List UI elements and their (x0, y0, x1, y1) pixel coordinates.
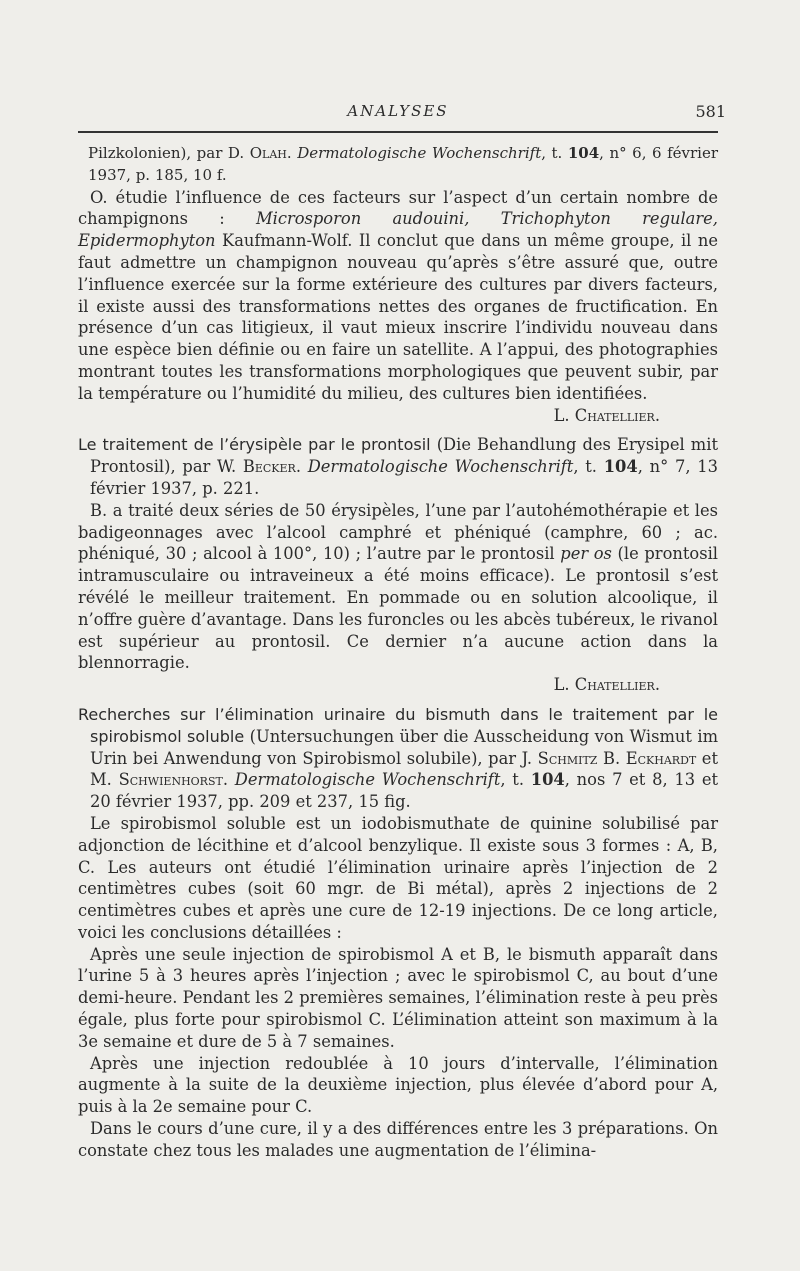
article1-journal: Dermatologische Wochenschrift (297, 144, 542, 162)
article1-body: O. étudie l’influence de ces facteurs sur l’aspect d’un certain nombre de champignons : Microsporon audouini, Trichophyton regulare, Epidermophyton Kaufmann-Wolf. Il conclut que dans un même groupe, il ne faut admettre un champignon nouveau qu’après s’être assuré que, outre l’influence exercée sur la forme extérieure des cultures par divers facteurs, il existe aussi des transformations nettes des organes de fructification. En présence d’un cas litigieux, il vaut mieux inscrire l’individu nouveau dans une espèce bien définie ou en faire un satellite. A l’appui, des photographies montrant toutes les transformations morphologiques que peuvent subir, par la température ou l’humidité du milieu, des cultures bien identifiées. (78, 187, 718, 403)
article3-heading: Recherches sur l’élimination urinaire du bismuth dans le traitement par le spirobismol soluble (Untersuchungen über die Ausscheidung von Wismut im Urin bei Anwendung von Spirobismol solubile), par J. Schmitz B. Eckhardt et M. Schwienhorst. Dermatologische Wochenschrift, t. 104, nos 7 et 8, 13 et 20 février 1937, pp. 209 et 237, 15 fig. (78, 704, 719, 812)
article1-volume: 104 (567, 144, 600, 162)
article2-per-os: per os (560, 544, 612, 564)
page-header (78, 102, 726, 124)
article3-paragraph-1: Le spirobismol soluble est un iodobismuthate de quinine solubilisé par adjonction de lécithine et d’alcool benzylique. Il existe sous 3 formes : A, B, C. Les auteurs ont étudié l’élimination urinaire après l’injection de 2 centimètres cubes (soit 60 mgr. de Bi métal), après 2 injections de 2 centimètres cubes et après une cure de 12-19 injections. De ce long article, voici les conclusions détaillées : (78, 813, 718, 942)
article3-title: Recherches sur l’élimination urinaire du bismuth dans le traitement par le spirobismol soluble (78, 704, 718, 746)
article1-signature: L. Chatellier. (553, 405, 660, 425)
article2-journal: Dermatologische Wochenschrift (307, 457, 574, 477)
article3-paragraph-3: Après une injection redoublée à 10 jours d’intervalle, l’élimination augmente à la suite de la deuxième injection, plus élevée d’abord pour A, puis à la 2e semaine pour C. (78, 1053, 718, 1117)
page-content (78, 143, 718, 1162)
article3-author2: Eckhardt (625, 748, 697, 768)
article1-reference: Pilzkolonien), par D. Olah. Dermatologische Wochenschrift, t. 104, n° 6, 6 février 1937, p. 185, 10 f. (88, 144, 718, 184)
article2-title: Le traitement de l’érysipèle par le prontosil (78, 435, 431, 455)
article2-heading: Le traitement de l’érysipèle par le prontosil (Die Behandlung des Erysipel mit Prontosil), par W. Becker. Dermatologische Wochenschrift, t. 104, n° 7, 13 février 1937, p. 221. (78, 435, 718, 498)
article1-signature-line (78, 405, 718, 427)
article2-signature-line (78, 674, 718, 696)
header-rule (78, 131, 718, 133)
article3-author3: Schwienhorst (118, 770, 223, 790)
running-title: ANALYSES (347, 102, 449, 120)
article2-author: Becker (242, 457, 296, 477)
article3-volume: 104 (530, 770, 565, 790)
page-number: 581 (695, 102, 726, 121)
article1-species: Microsporon audouini, Trichophyton regulare, Epidermophyton (78, 209, 718, 251)
article3-journal: Dermatologische Wochenschrift (234, 770, 501, 790)
article3-paragraph-2: Après une seule injection de spirobismol A et B, le bismuth apparaît dans l’urine 5 à 3 heures après l’injection ; avec le spirobismol C, au bout d’une demi-heure. Pendant les 2 premières semaines, l’élimination reste à peu près égale, plus forte pour spirobismol C. L’élimination atteint son maximum à la 3e semaine et dure de 5 à 7 semaines. (78, 944, 718, 1051)
article2-signature: L. Chatellier. (553, 675, 660, 695)
article3-paragraph-4: Dans le cours d’une cure, il y a des différences entre les 3 préparations. On constate chez tous les malades une augmentation de l’élimina- (78, 1119, 718, 1160)
article2-body: B. a traité deux séries de 50 érysipèles, l’une par l’autohémothérapie et les badigeonnages avec l’alcool camphré et phéniqué (camphre, 60 ; ac. phéniqué, 30 ; alcool à 100°, 10) ; l’autre par le prontosil per os (le prontosil intramusculaire ou intraveineux a été moins efficace). Le prontosil s’est révélé le meilleur traitement. En pommade ou en solution alcoolique, il n’offre guère d’avantage. Dans les furoncles ou les abcès tubéreux, le rivanol est supérieur au prontosil. Ce dernier n’a aucune action dans la blennorragie. (78, 500, 718, 673)
article2-volume: 104 (603, 457, 638, 477)
article1-author: Olah (249, 144, 287, 162)
article3-author1: Schmitz (537, 748, 598, 768)
